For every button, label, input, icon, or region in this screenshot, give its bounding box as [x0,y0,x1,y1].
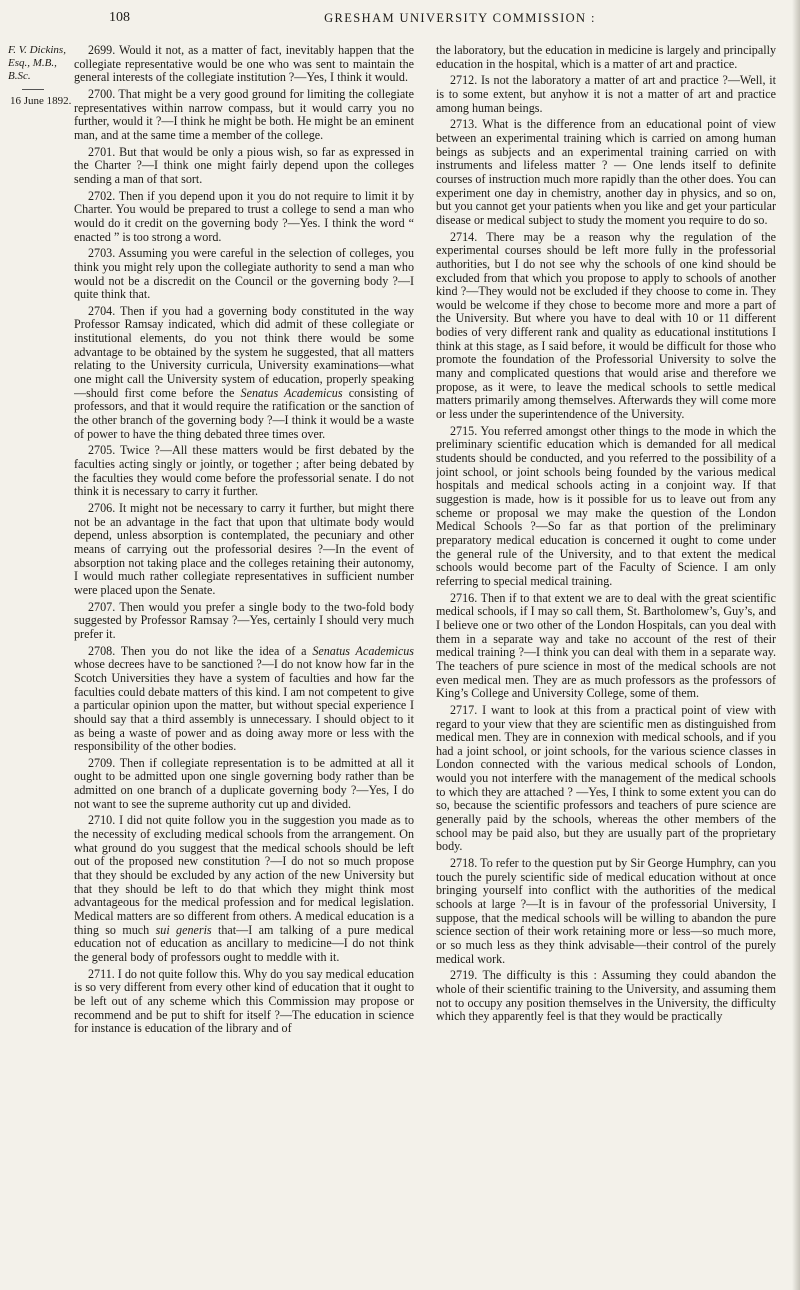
witness-degree-2: B.Sc. [8,70,31,82]
paragraph: 2700. That might be a very good ground for limiting the collegiate representatives within narrow compass, but it would carry you no further, would it ?—I think he might be both. He might be an eminent man, and at the same time a member of the college. [74,86,414,142]
paragraph: 2715. You referred amongst other things to the mode in which the preliminary scientific education which is demanded for all medical students should be conducted, and you referred to the possibility of a joint school, or joint schools being founded by the various medical hospitals and medical schools acting in a conjoint way. If that suggestion is made, how is it possible for us to leave out from any scheme or proposal we may make the question of the London Medical Schools ?—So far as that portion of the preliminary preparatory medical education is concerned it ought to come under the general rule of the University, and to that extent the medical schools would become part of the Faculty of Science. I am only referring to special medical training. [436,423,776,588]
witness-name: F. V. Dickins, [8,44,66,56]
paragraph: 2719. The difficulty is this : Assuming they could abandon the whole of their scientific training to the University, and assuming them not to occupy any position themselves in the University, the difficulty which they apparently feel is that they would be practically [436,968,776,1024]
paragraph: 2717. I want to look at this from a practical point of view with regard to your view that they are scientific men as distinguished from medical men. They are in connexion with medical schools, and if you had a joint school, or joint schools, for the various science classes in London connected with the various medical schools of London, would you not interfere with the management of the medical schools to which they are attached ? —Yes, I think to some extent you can do so, because the scientific professors and teachers of pure science are generally paid by the schools, whereas the other members of the school may be paid also, but they are usually part of the proprietary body. [436,702,776,854]
paragraph: 2711. I do not quite follow this. Why do you say medical education is so very different from every other kind of education that it ought to be left out of any scheme which this Commission may propose or recommend and be put to shift for itself ?—The education in science for instance is education of the library and of [74,966,414,1036]
margin-rule [22,89,44,90]
paragraph: 2706. It might not be necessary to carry it further, but might there not be an advantage in the fact that upon that ultimate body would depend, unless absorption is contemplated, the pecuniary and other means of carrying out the professorial desires ?—In the event of absorption not taking place and the colleges retaining their autonomy, I would much rather collegiate representatives in sufficient number were placed upon the Senate. [74,501,414,597]
paragraph: 2707. Then would you prefer a single body to the two-fold body suggested by Professor Ramsay ?—Yes, certainly I should very much prefer it. [74,599,414,641]
margin-note [8,44,74,108]
paragraph: 2702. Then if you depend upon it you do not require to limit it by Charter. You would be prepared to trust a college to send a man who would do it credit on the governing body ?—Yes. I think the word “ enacted ” is too strong a word. [74,188,414,244]
paragraph: 2716. Then if to that extent we are to deal with the great scientific medical schools, if I may so call them, St. Bartholomew’s, Guy’s, and I believe one or two other of the London Hospitals, can you deal with them in a separate way and take no account of the rest of their medical training ?—I think you can deal with them in a separate way. The teachers of pure science in most of the medical schools are not even medical men. They are as much professors as the professors of King’s College and University College, some of them. [436,590,776,701]
paragraph: 2710. I did not quite follow you in the suggestion you made as to the necessity of excluding medical schools from the arrangement. On what ground do you suggest that the medical schools should be left out of the proposed new constitution ?—I do not so much propose that they should be excluded by any action of the new University but that they should be left to do that which they might think most advantageous for the medical profession and for medical legislation. Medical matters are so different from others. A medical education is a thing so much sui generis that—I am talking of a pure medical education not of education as ancillary to medicine—I do not think the general body of professors ought to meddle with it. [74,813,414,964]
paragraph: 2709. Then if collegiate representation is to be admitted at all it ought to be admitted upon one single governing body rather than be admitted on one branch of a duplicate governing body ?—Yes, I do not want to see the supreme authority cut up and divided. [74,755,414,811]
paragraph: 2701. But that would be only a pious wish, so far as expressed in the Charter ?—I think one might fairly depend upon the colleges sending a man of that sort. [74,144,414,186]
paragraph: 2708. Then you do not like the idea of a Senatus Academicus whose decrees have to be sanctioned ?—I do not know how far in the Scotch Universities they have a system of faculties and how far the faculties could debate matters of this kind. I am not competent to give a particular opinion upon the matter, but without special experience I should say that a third assembly is unnecessary. I should object to it as being a waste of power and as doing away more or less with the responsibility of the other bodies. [74,643,414,754]
paragraph: 2714. There may be a reason why the regulation of the experimental courses should be left more fully in the professorial authorities, but I do not see why the schools of one kind should be excluded from that which you propose to apply to schools of another kind ?—They would not be excluded if they choose to come in. They would be welcome if they chose to become more and more a part of the University. But where you have to deal with 10 or 11 different bodies of very different rank and quality as educational institutions I think at this stage, as I said before, it would be difficult for those who promote the foundation of the Professorial University to solve the many and complicated questions that would arise and therefore we propose, as it were, to leave the medical schools to settle medical matters primarily among themselves. Afterwards they will come more or less under the superintendence of the University. [436,229,776,422]
evidence-date: 16 June 1892. [10,95,72,107]
witness-degree: Esq., M.B., [8,57,57,69]
paragraph: 2704. Then if you had a governing body constituted in the way Professor Ramsay indicated, which did admit of these collegiate or institutional elements, do you not think there would be some advantage to be obtained by the system he suggested, that all matters relating to the University curricula, University examinations—what one might call the University system of education, properly speaking—should first come before the Senatus Academicus consisting of professors, and that it would require the ratification or the sanction of the other branch of the governing body ?—I think it would be a waste of power to have the thing debated three times over. [74,303,414,441]
page-header [0,10,800,32]
page-number: 108 [109,10,130,25]
paragraph: 2712. Is not the laboratory a matter of art and practice ?—Well, it is to some extent, but anyhow it is not a matter of art and practice among human beings. [436,73,776,115]
right-column [436,44,776,1284]
running-title: GRESHAM UNIVERSITY COMMISSION : [324,11,596,25]
paragraph: 2705. Twice ?—All these matters would be first debated by the faculties acting singly or jointly, or together ; after being debated by the faculties they would come before the professorial senate. I do not think it is necessary to carry it further. [74,443,414,499]
paragraph: 2703. Assuming you were careful in the selection of colleges, you think you might rely upon the collegiate authority to send a man who would not be a discredit on the Council or the governing body ?—I quite think that. [74,246,414,302]
page-edge-shadow [792,0,800,1290]
paragraph: the laboratory, but the education in medicine is largely and principally education in the hospital, which is a matter of art and practice. [436,44,776,71]
paragraph: 2713. What is the difference from an educational point of view between an experimental training which is carried on among human beings as subjects and an experimental training carried on with instruments and lifeless matter ? — One lends itself to definite courses of instruction much more rapidly than the other does. You can experiment one day in chemistry, another day in physics, and so on, but you cannot get your patients when you like and get your particular disease or medical subject to study the moment you require to do so. [436,117,776,227]
paragraph: 2699. Would it not, as a matter of fact, inevitably happen that the collegiate representative would be one who was sent to maintain the general interests of the collegiate institution ?—Yes, I think it would. [74,44,414,85]
left-column [74,44,414,1284]
paragraph: 2718. To refer to the question put by Sir George Humphry, can you touch the purely scientific side of medical education without at once bringing yourself into conflict with the authorities of the medical schools at large ?—It is in favour of the professorial University, I suppose, that the medical schools will be willing to abandon the pure science section of their work retaining more or less—so much more, or so much less as they think advisable—their control of the purely medical work. [436,856,776,966]
